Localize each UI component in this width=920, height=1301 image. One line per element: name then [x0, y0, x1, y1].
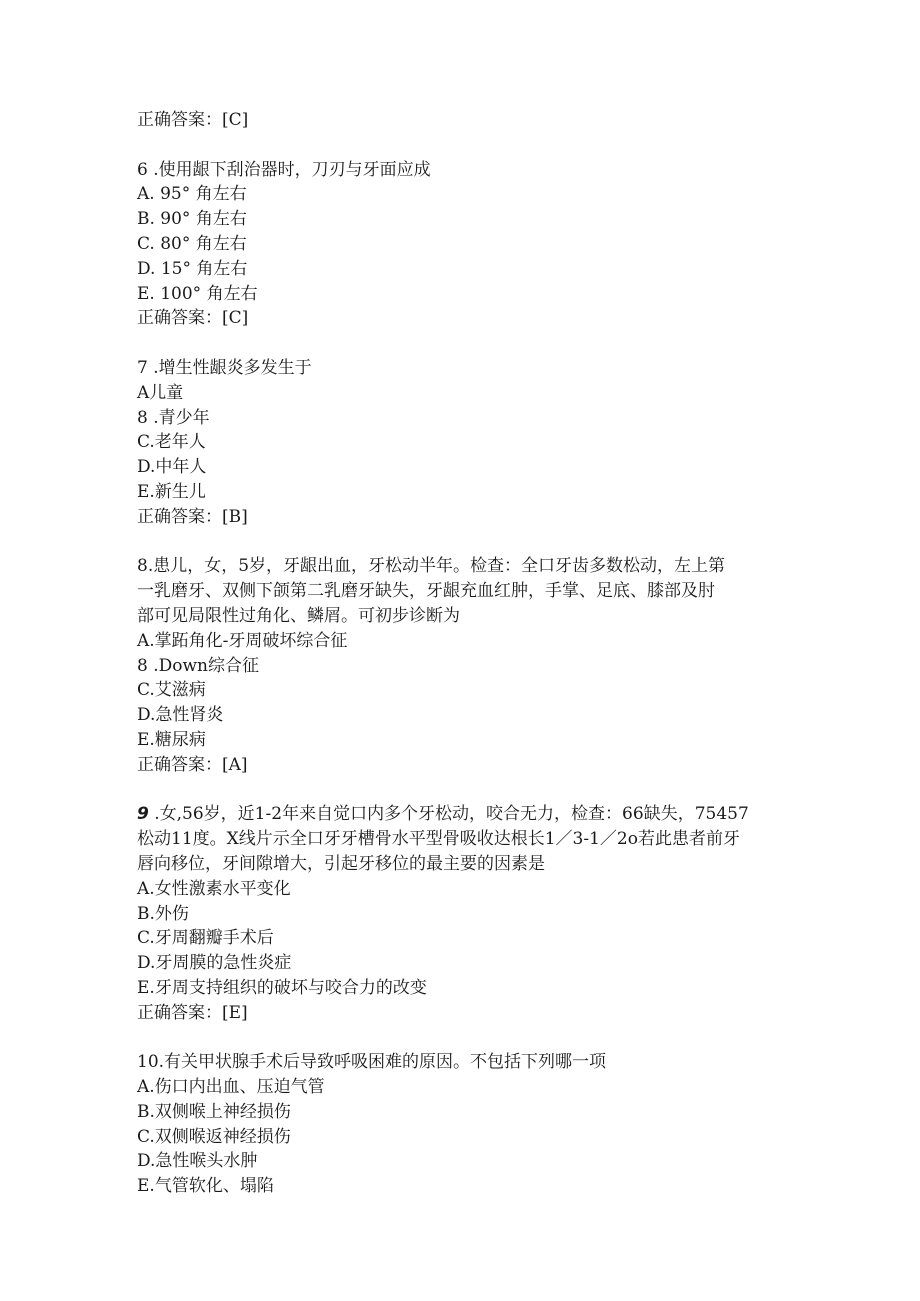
question-stem-line-1: 8.患儿，女，5岁，牙龈出血，牙松动半年。检查：全口牙齿多数松动，左上第 [137, 556, 726, 577]
option-d: D.急性喉头水肿 [137, 1151, 258, 1172]
question-8 [137, 554, 797, 777]
spacer [137, 778, 797, 803]
option-d: D.中年人 [137, 457, 207, 478]
option-c: C. 80° 角左右 [137, 233, 247, 254]
option-b: 8 .Down综合征 [137, 655, 259, 676]
option-e: E.新生儿 [137, 481, 206, 502]
option-e: E.牙周支持组织的破坏与咬合力的改变 [137, 977, 427, 998]
option-e: E.气管软化、塌陷 [137, 1176, 274, 1197]
question-6 [137, 158, 797, 332]
correct-answer: 正确答案：[C] [137, 308, 249, 329]
option-e: E.糖尿病 [137, 729, 206, 750]
option-c: C.双侧喉返神经损伤 [137, 1126, 291, 1147]
option-a: A.掌跖角化-牙周破坏综合征 [137, 630, 348, 651]
option-c: C.艾滋病 [137, 680, 206, 701]
question-stem-text: .女,56岁，近1-2年来自觉口内多个牙松动，咬合无力，检查：66缺失，75457 [148, 804, 749, 825]
correct-answer: 正确答案：[B] [137, 506, 248, 527]
question-9 [137, 802, 797, 1025]
option-d: D.急性肾炎 [137, 705, 224, 726]
option-b: B.双侧喉上神经损伤 [137, 1101, 291, 1122]
question-stem: 7 .增生性龈炎多发生于 [137, 357, 312, 378]
correct-answer: 正确答案：[E] [137, 1002, 248, 1023]
option-c: C.牙周翻瓣手术后 [137, 928, 274, 949]
spacer [137, 530, 797, 555]
question-stem-line-2: 一乳磨牙、双侧下颌第二乳磨牙缺失，牙龈充血红肿，手掌、足底、膝部及肘 [137, 581, 715, 602]
option-d: D. 15° 角左右 [137, 258, 248, 279]
option-a: A.伤口内出血、压迫气管 [137, 1077, 325, 1098]
option-a: A. 95° 角左右 [137, 184, 247, 205]
question-stem-line-1 [137, 802, 797, 827]
option-d: D.牙周膜的急性炎症 [137, 953, 292, 974]
question-number: 9 [137, 804, 149, 825]
question-stem: 10.有关甲状腺手术后导致呼吸困难的原因。不包括下列哪一项 [137, 1052, 607, 1073]
option-b: B.外伤 [137, 903, 189, 924]
option-a: A.女性激素水平变化 [137, 878, 291, 899]
spacer [137, 331, 797, 356]
question-10 [137, 1050, 797, 1199]
question-7 [137, 356, 797, 530]
option-c: C.老年人 [137, 432, 206, 453]
question-stem-line-3: 部可见局限性过角化、鳞屑。可初步诊断为 [137, 605, 460, 626]
option-a: A儿童 [137, 382, 184, 403]
answer-prev: 正确答案：[C] [137, 110, 249, 130]
spacer [137, 133, 797, 158]
option-b: 8 .青少年 [137, 407, 210, 428]
option-e: E. 100° 角左右 [137, 283, 258, 304]
question-stem-line-2: 松动11度。X线片示全口牙牙槽骨水平型骨吸收达根长1／3-1／2o若此患者前牙 [137, 829, 740, 850]
document-page [137, 108, 797, 1199]
option-b: B. 90° 角左右 [137, 209, 247, 230]
correct-answer: 正确答案：[A] [137, 754, 248, 775]
question-stem: 6 .使用龈下刮治器时，刀刃与牙面应成 [137, 159, 431, 180]
question-stem-line-3: 唇向移位，牙间隙增大，引起牙移位的最主要的因素是 [137, 853, 545, 874]
spacer [137, 1025, 797, 1050]
